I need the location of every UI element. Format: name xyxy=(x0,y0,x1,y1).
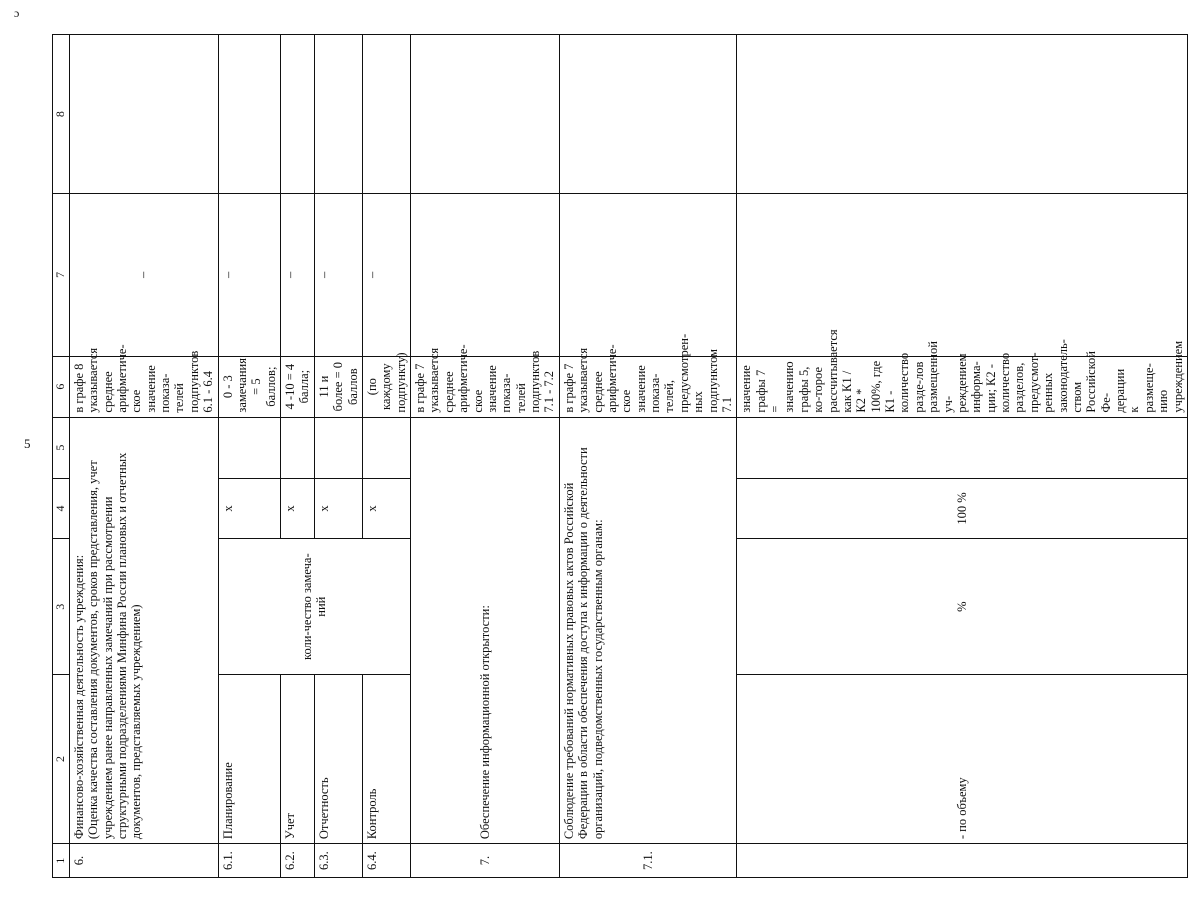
row-6-1-number: 6.1. xyxy=(218,844,281,878)
row-6-2-col6: 4 -10 = 4 балла; xyxy=(281,356,315,417)
row-6-1-name: Планирование xyxy=(218,674,281,843)
row-6-col7: – xyxy=(69,194,218,357)
row-6-2-col8 xyxy=(281,35,315,194)
row-7-1 xyxy=(559,35,737,878)
header-col-6: 6 xyxy=(53,356,70,417)
row-6-2-col7: – xyxy=(281,194,315,357)
header-col-4: 4 xyxy=(53,478,70,539)
row-6 xyxy=(69,35,218,878)
row-7-1-a xyxy=(737,35,1188,878)
row-6-1-col7: – xyxy=(218,194,281,357)
row-6-col6: в графе 8 указывается среднее арифметиче-ское значение показа-телей подпунктов 6.1 - 6.4 xyxy=(69,356,218,417)
row-6-1-col8 xyxy=(218,35,281,194)
row-6-1-col4: х xyxy=(218,478,281,539)
row-6-1-col6: 0 - 3 замечания = 5 баллов; xyxy=(218,356,281,417)
row-7-1-col6: в графе 7 указывается среднее арифметиче-ское значение показа-телей, предусмотрен-ных подпунктом 7.1 xyxy=(559,356,737,417)
page-number: 5 xyxy=(24,436,31,451)
row-6-col8 xyxy=(69,35,218,194)
row-7-col6: в графе 7 указывается среднее арифметиче-ское значение показа-телей подпунктов 7.1 - 7.2 xyxy=(411,356,560,417)
row-7-col8 xyxy=(411,35,560,194)
row-6-2-col5 xyxy=(281,417,315,478)
row-6-title: Финансово-хозяйственная деятельность учреждения: xyxy=(71,554,86,840)
row-7-1-a-number xyxy=(737,844,1188,878)
row-6-4-col4: х xyxy=(362,478,410,539)
landscape-table-container xyxy=(52,34,1185,878)
row-6-description: (Оценка качества составления документов, сроков представления, учет учреждением ранее направленных замечаний при рассмотрении структурными подразделениями Минфина России плановых и отчетных документов, представляемых учреждением) xyxy=(86,452,144,840)
row-6-4 xyxy=(362,35,410,878)
row-7-1-name: Соблюдение требований нормативных правовых актов Российской Федерации в области обеспечения доступа к информации о деятельности организаций, подведомственных государственным органам: xyxy=(559,417,737,844)
row-6x-unit: коли-чество замеча-ний xyxy=(218,539,411,674)
evaluation-table xyxy=(52,34,1188,878)
corner-mark: ɔ xyxy=(14,6,20,20)
row-7-1-a-col6: значение графы 7 = значению графы 5, ко-торое рассчитывается как К1 / К2 * 100%, где К1 - количество разде-лов размещенной уч-реждением информа-ции; К2 - количество разделов, предусмот-ренных законодатель-ством Российской Фе-дерации к размеще-нию учреждением xyxy=(737,356,1188,417)
row-6-2 xyxy=(281,35,315,878)
row-7-col7 xyxy=(411,194,560,357)
row-7 xyxy=(411,35,560,878)
rotated-table-area xyxy=(52,34,1185,878)
row-6-2-name: Учет xyxy=(281,674,315,843)
row-6-3-col6: 11 и более = 0 баллов xyxy=(314,356,362,417)
header-col-1: 1 xyxy=(53,844,70,878)
row-6-1 xyxy=(218,35,281,878)
row-7-1-a-col5 xyxy=(737,417,1188,478)
row-6-3-name: Отчетность xyxy=(314,674,362,843)
row-7-1-a-col8 xyxy=(737,35,1188,194)
row-7-1-a-unit: % xyxy=(737,539,1188,674)
row-6-4-number: 6.4. xyxy=(362,844,410,878)
row-6-1-col5 xyxy=(218,417,281,478)
header-col-8: 8 xyxy=(53,35,70,194)
row-6-2-col4: х xyxy=(281,478,315,539)
row-6-4-col5 xyxy=(362,417,410,478)
header-row xyxy=(53,35,70,878)
row-6-4-col7: – xyxy=(362,194,410,357)
row-6-3-col4: х xyxy=(314,478,362,539)
row-7-name: Обеспечение информационной открытости: xyxy=(411,417,560,844)
row-6-3-number: 6.3. xyxy=(314,844,362,878)
row-6-description-cell xyxy=(69,417,218,844)
row-6-4-col8 xyxy=(362,35,410,194)
header-col-2: 2 xyxy=(53,674,70,843)
row-6-3-col7: – xyxy=(314,194,362,357)
row-6-number: 6. xyxy=(69,844,218,878)
header-col-3: 3 xyxy=(53,539,70,674)
row-6-4-col6: (по каждому подпункту) xyxy=(362,356,410,417)
row-6-3-col8 xyxy=(314,35,362,194)
row-7-number: 7. xyxy=(411,844,560,878)
row-7-1-col8 xyxy=(559,35,737,194)
row-7-1-col7 xyxy=(559,194,737,357)
row-7-1-number: 7.1. xyxy=(559,844,737,878)
row-6-4-name: Контроль xyxy=(362,674,410,843)
row-6-2-number: 6.2. xyxy=(281,844,315,878)
header-col-7: 7 xyxy=(53,194,70,357)
header-col-5: 5 xyxy=(53,417,70,478)
row-6-3-col5 xyxy=(314,417,362,478)
row-7-1-a-col7 xyxy=(737,194,1188,357)
row-7-1-a-col4: 100 % xyxy=(737,478,1188,539)
row-7-1-a-name: - по объему xyxy=(737,674,1188,843)
row-6-3 xyxy=(314,35,362,878)
